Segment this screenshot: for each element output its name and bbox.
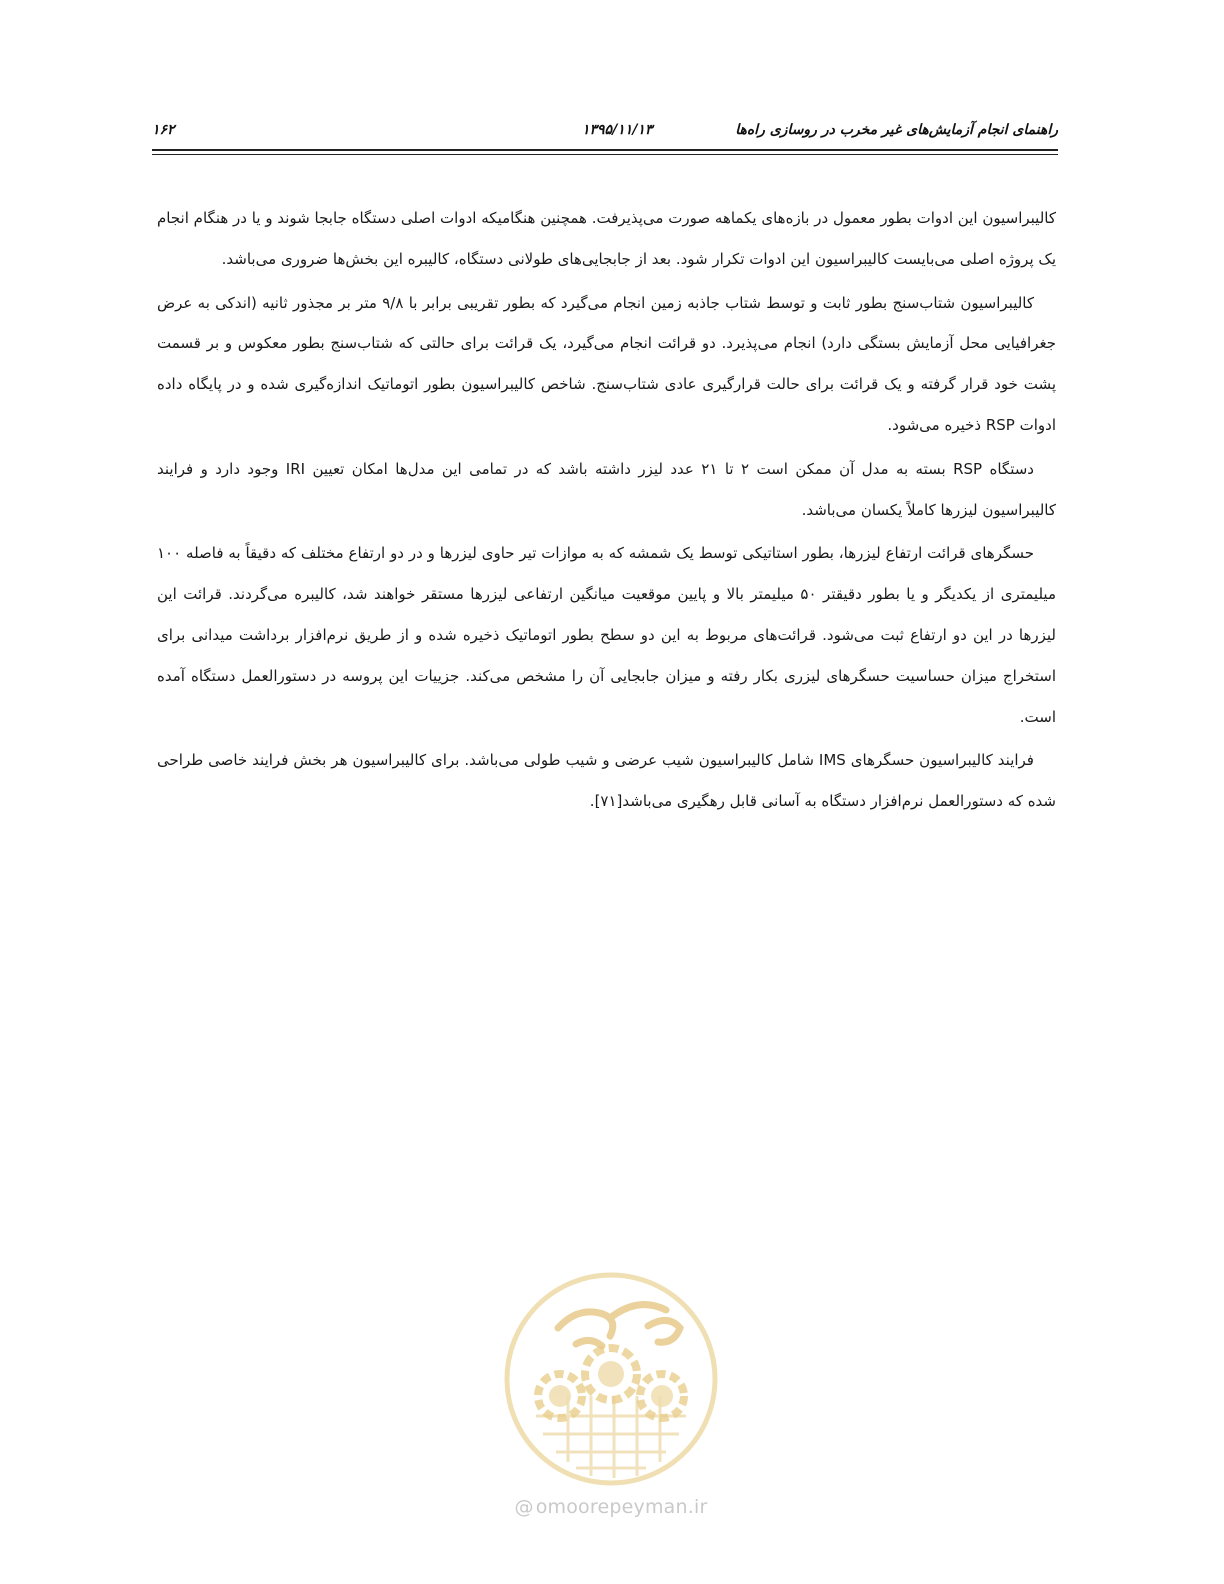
- paragraph-5: فرایند کالیبراسیون حسگرهای IMS شامل کالیبراسیون شیب عرضی و شیب طولی می‌باشد. برای کالیبراسیون هر بخش فرایند خاصی طراحی شده که دستورالعمل نرم‌افزار دستگاه به آسانی قابل رهگیری می‌باشد[۷۱].: [157, 751, 1056, 811]
- watermark-site-text: omoorepeyman.ir: [535, 1496, 708, 1518]
- header-date: ۱۳۹۵/۱۱/۱۳: [582, 122, 653, 138]
- watermark-logo-svg: [498, 1266, 724, 1492]
- watermark-logo: [498, 1266, 724, 1492]
- paragraph-4: حسگرهای قرائت ارتفاع لیزرها، بطور استاتیکی توسط یک شمشه که به موازات تیر حاوی لیزرها و در دو ارتفاع مختلف که دقیقاً به فاصله ۱۰۰ میلیمتری از یکدیگر و یا بطور دقیقتر ۵۰ میلیمتر بالا و پایین موقعیت میانگین ارتفاعی لیزرها مستقر خواهند شد، کالیبره می‌گردند. قرائت این لیزرها در این دو ارتفاع ثبت می‌شود. قرائت‌های مربوط به این دو سطح بطور اتوماتیک ذخیره شده و از طریق نرم‌افزار برداشت میدانی برای استخراج میزان حساسیت حسگرهای لیزری بکار رفته و میزان جابجایی آن را مشخص می‌کند. جزییات این پروسه در دستورالعمل دستگاه آمده است.: [157, 544, 1056, 726]
- at-icon: @: [514, 1496, 534, 1518]
- header-rule-thin: [152, 154, 1058, 155]
- paragraph-1: کالیبراسیون این ادوات بطور معمول در بازه‌های یکماهه صورت می‌پذیرفت. همچنین هنگامیکه ادوات اصلی دستگاه جابجا شوند و یا در هنگام انجام یک پروژه اصلی می‌بایست کالیبراسیون این ادوات تکرار شود. بعد از جابجایی‌های طولانی دستگاه، کالیبره این بخش‌ها ضروری می‌باشد.: [157, 209, 1056, 268]
- body-text: [157, 198, 1056, 825]
- paragraph-2: کالیبراسیون شتاب‌سنج بطور ثابت و توسط شتاب جاذبه زمین انجام می‌گیرد که بطور تقریبی برابر با ۹/۸ متر بر مجذور ثانیه (اندکی به عرض جغرافیایی محل آزمایش بستگی دارد) انجام می‌پذیرد. دو قرائت انجام می‌گیرد، یک قرائت برای حالتی که شتاب‌سنج بطور معکوس و بر قسمت پشت خود قرار گرفته و یک قرائت برای حالت قرارگیری عادی شتاب‌سنج. شاخص کالیبراسیون بطور اتوماتیک اندازه‌گیری شده و در پایگاه داده ادوات RSP ذخیره می‌شود.: [157, 293, 1056, 434]
- page-header: [152, 118, 1058, 142]
- watermark-logo-text: امورپیمان: [608, 1340, 614, 1341]
- header-rule-thick: [152, 149, 1058, 151]
- watermark-site: [498, 1496, 724, 1518]
- paragraph-3: دستگاه RSP بسته به مدل آن ممکن است ۲ تا ۲۱ عدد لیزر داشته باشد که در تمامی این مدل‌ها امکان تعیین IRI وجود دارد و فرایند کالیبراسیون لیزرها کاملاً یکسان می‌باشد.: [157, 459, 1056, 519]
- page-number: ۱۶۲: [152, 122, 175, 138]
- header-title: راهنمای انجام آزمایش‌های غیر مخرب در روسازی راه‌ها: [735, 122, 1058, 138]
